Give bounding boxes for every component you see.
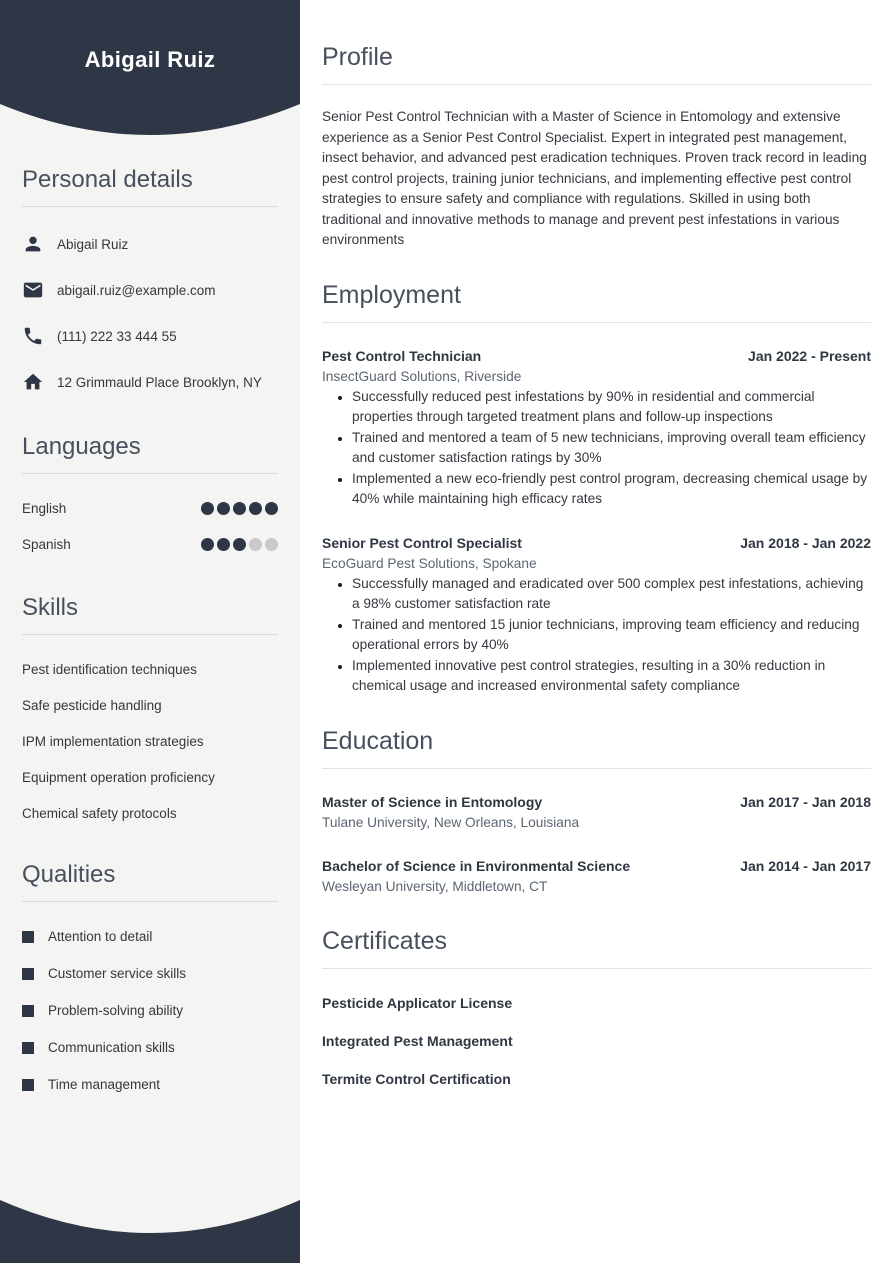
- sidebar-header: [0, 0, 300, 140]
- section-qualities: [22, 861, 278, 1092]
- sidebar-content: [0, 166, 300, 1092]
- square-bullet-icon: [22, 931, 34, 943]
- school-name: Wesleyan University, Middletown, CT: [322, 878, 548, 894]
- footer-curve-shape: [0, 1200, 300, 1263]
- profile-heading: Profile: [322, 43, 871, 85]
- job-dates: Jan 2022 - Present: [748, 347, 871, 364]
- language-level-dot: [201, 502, 214, 515]
- section-employment: [322, 281, 871, 697]
- employment-entry: [322, 346, 871, 510]
- qualities-heading: Qualities: [22, 861, 278, 902]
- certificate-item: Termite Control Certification: [322, 1070, 511, 1087]
- contact-name-text: Abigail Ruiz: [57, 237, 129, 252]
- job-title: Pest Control Technician: [322, 347, 482, 364]
- contact-address-text: 12 Grimmauld Place Brooklyn, NY: [57, 375, 262, 390]
- job-bullet: • Trained and mentored a team of 5 new technicians, improving overall team efficiency and customer satisfaction ratings by 30%: [352, 428, 871, 469]
- personal-details-heading: Personal details: [22, 166, 278, 207]
- sidebar: [0, 0, 300, 1263]
- phone-icon: [22, 325, 44, 347]
- contact-row-email: [22, 279, 278, 301]
- language-level-dot: [233, 502, 246, 515]
- language-row: [22, 535, 278, 554]
- employment-entry: [322, 533, 871, 697]
- contact-phone-text: (111) 222 33 444 55: [57, 329, 177, 344]
- section-skills: [22, 594, 278, 821]
- job-header: [322, 533, 871, 553]
- job-header: [322, 346, 871, 366]
- degree-title: Master of Science in Entomology: [322, 793, 543, 810]
- contact-row-phone: [22, 325, 278, 347]
- job-bullet: • Implemented innovative pest control strategies, resulting in a 30% reduction in chemical usage and increased environmental safety compliance: [352, 656, 871, 697]
- skill-item: Pest identification techniques: [22, 662, 197, 677]
- job-bullet: • Trained and mentored 15 junior technicians, improving team efficiency and reducing operational errors by 40%: [352, 615, 871, 656]
- email-icon: [22, 279, 44, 301]
- section-languages: [22, 433, 278, 554]
- education-dates: Jan 2014 - Jan 2017: [740, 857, 871, 874]
- language-level-dot: [265, 502, 278, 515]
- section-personal-details: [22, 166, 278, 393]
- language-level-dots: [198, 538, 278, 551]
- education-entry: [322, 856, 871, 897]
- certificate-item: Pesticide Applicator License: [322, 994, 513, 1011]
- quality-text: Attention to detail: [48, 929, 153, 944]
- square-bullet-icon: [22, 1042, 34, 1054]
- language-level-dot: [249, 502, 262, 515]
- job-dates: Jan 2018 - Jan 2022: [740, 534, 871, 551]
- section-profile: [322, 43, 871, 251]
- education-entry: [322, 792, 871, 833]
- quality-text: Customer service skills: [48, 966, 187, 981]
- square-bullet-icon: [22, 968, 34, 980]
- language-level-dots: [198, 502, 278, 515]
- quality-item: [22, 1077, 278, 1092]
- school-name: Tulane University, New Orleans, Louisiana: [322, 814, 580, 830]
- job-company: InsectGuard Solutions, Riverside: [322, 368, 522, 384]
- job-bullet: • Successfully managed and eradicated over 500 complex pest infestations, achieving a 98% customer satisfaction rate: [352, 574, 871, 615]
- skill-item: Safe pesticide handling: [22, 698, 162, 713]
- education-dates: Jan 2017 - Jan 2018: [740, 793, 871, 810]
- language-level-dot: [217, 502, 230, 515]
- job-bullet: • Successfully reduced pest infestations by 90% in residential and commercial properties through targeted treatment plans and follow-up inspections: [352, 387, 871, 428]
- quality-item: [22, 1003, 278, 1018]
- quality-item: [22, 929, 278, 944]
- job-company: EcoGuard Pest Solutions, Spokane: [322, 555, 537, 571]
- degree-title: Bachelor of Science in Environmental Science: [322, 857, 631, 874]
- square-bullet-icon: [22, 1079, 34, 1091]
- education-header: [322, 792, 871, 812]
- languages-heading: Languages: [22, 433, 278, 474]
- employment-heading: Employment: [322, 281, 871, 323]
- main-content: [300, 0, 893, 1263]
- education-heading: Education: [322, 727, 871, 769]
- profile-summary: Senior Pest Control Technician with a Master of Science in Entomology and extensive experience as a Senior Pest Control Specialist. Expert in integrated pest management, insect behavior, and advanced pest eradication techniques. Proven track record in leading pest control projects, training junior technicians, and implementing effective pest control strategies to ensure safety and compliance with regulations. Skilled in using both traditional and innovative methods to manage and prevent pest infestations in various environments: [322, 109, 867, 247]
- language-name: Spanish: [22, 537, 71, 552]
- education-header: [322, 856, 871, 876]
- language-level-dot: [249, 538, 262, 551]
- contact-email-text: abigail.ruiz@example.com: [57, 283, 216, 298]
- candidate-name: Abigail Ruiz: [84, 47, 216, 72]
- job-bullet-list: [322, 574, 871, 697]
- section-certificates: [322, 927, 871, 1087]
- skill-item: Chemical safety protocols: [22, 806, 177, 821]
- language-row: [22, 499, 278, 518]
- quality-text: Problem-solving ability: [48, 1003, 184, 1018]
- language-level-dot: [265, 538, 278, 551]
- job-title: Senior Pest Control Specialist: [322, 534, 522, 551]
- language-level-dot: [217, 538, 230, 551]
- contact-row-name: [22, 233, 278, 255]
- sidebar-footer: [0, 1200, 300, 1263]
- quality-item: [22, 966, 278, 981]
- skill-item: Equipment operation proficiency: [22, 770, 215, 785]
- job-bullet: • Implemented a new eco-friendly pest control program, decreasing chemical usage by 40% while maintaining high efficacy rates: [352, 469, 871, 510]
- certificate-item: Integrated Pest Management: [322, 1032, 513, 1049]
- skill-item: IPM implementation strategies: [22, 734, 204, 749]
- job-bullet-list: [322, 387, 871, 510]
- language-level-dot: [201, 538, 214, 551]
- quality-item: [22, 1040, 278, 1055]
- language-name: English: [22, 501, 67, 516]
- quality-text: Time management: [48, 1077, 161, 1092]
- home-icon: [22, 371, 44, 393]
- square-bullet-icon: [22, 1005, 34, 1017]
- quality-text: Communication skills: [48, 1040, 175, 1055]
- language-level-dot: [233, 538, 246, 551]
- skills-heading: Skills: [22, 594, 278, 635]
- certificates-heading: Certificates: [322, 927, 871, 969]
- contact-row-address: [22, 371, 278, 393]
- person-icon: [22, 233, 44, 255]
- section-education: [322, 727, 871, 897]
